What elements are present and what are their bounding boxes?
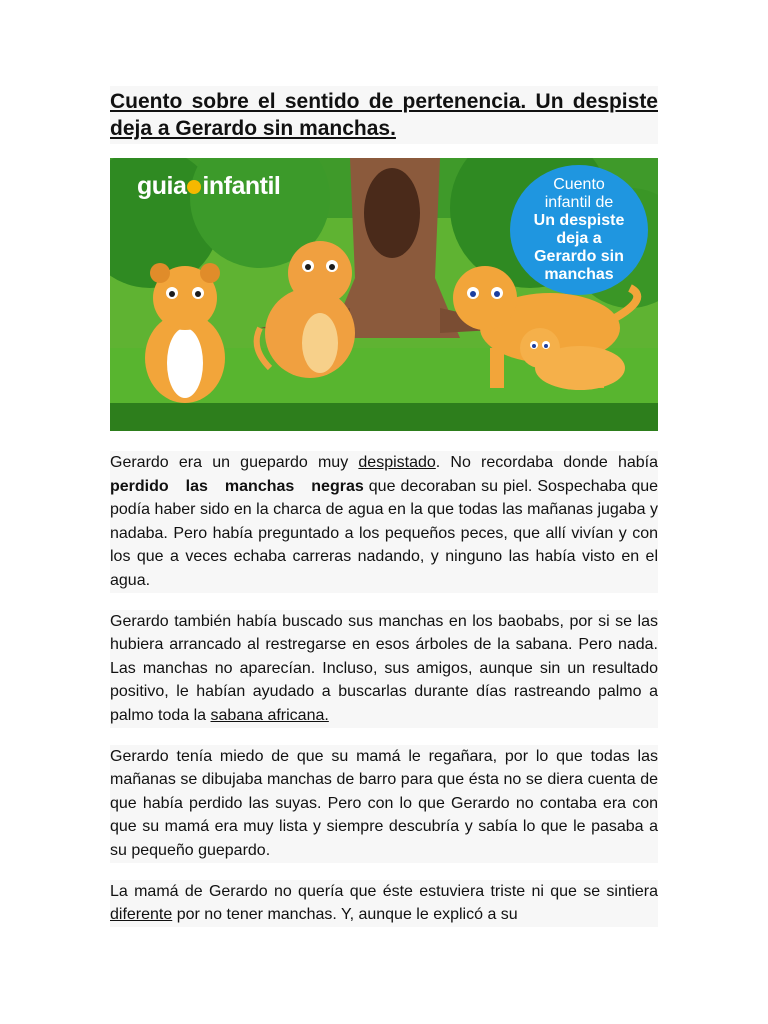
grass-front	[110, 403, 658, 431]
paragraph-3-text: Gerardo tenía miedo de que su mamá le regañara, por lo que todas las mañanas se dibujaba manchas de barro para que ésta no se diera cuenta de que había perdido las suyas. Pero con lo que Gerardo no contaba era con que su mamá era muy lista y siempre descubría y sabía lo que le pasaba a su pequeño guepardo.	[110, 747, 658, 859]
link-sabana-africana[interactable]: sabana africana.	[210, 706, 329, 724]
badge-line-1: Cuento	[553, 176, 605, 193]
badge-line-6: manchas	[544, 266, 614, 283]
cheetah-left-illustration	[145, 263, 225, 403]
paragraph-2-text-a: Gerardo también había buscado sus manchas en los baobabs, por si se las hubiera arrancado al restregarse en esos árboles de la sabana. Pero nada. Las manchas no aparecían. Incluso, sus amigos, aunque sin un resultado positivo, le habían ayudado a buscarlas durante días rastreando palmo a palmo toda la	[110, 612, 658, 724]
paragraph-1-bold: perdido las manchas negras	[110, 477, 364, 495]
guiainfantil-logo	[137, 172, 280, 201]
paragraph-1-text-c: que decoraban su piel. Sospechaba que podía haber sido en la charca de agua en la que todas las mañanas jugaba y nadaba. Pero había preguntado a los pequeños peces, que allí vivían y con los que a veces echaba carreras nadando, y ninguno las había visto en el agua.	[110, 477, 659, 589]
page-title	[110, 86, 658, 144]
badge-line-4: deja a	[556, 230, 602, 247]
document-page	[110, 86, 658, 927]
tree-hollow	[364, 168, 420, 258]
logo-text-right: infantil	[202, 172, 281, 200]
paragraph-4	[110, 880, 658, 927]
paragraph-2	[110, 610, 658, 728]
paragraph-4-text-b: por no tener manchas. Y, aunque le explicó a su	[172, 906, 518, 924]
paragraph-1-text-b: . No recordaba donde había	[435, 454, 658, 471]
story-badge	[510, 165, 648, 295]
link-diferente[interactable]: diferente	[110, 906, 173, 924]
story-illustration	[110, 158, 658, 431]
badge-line-3: Un despiste	[533, 212, 625, 229]
link-despistado[interactable]: despistado	[358, 454, 436, 471]
paragraph-1	[110, 451, 658, 593]
paragraph-1-text-a: Gerardo era un guepardo muy	[110, 454, 359, 471]
title-text[interactable]: Cuento sobre el sentido de pertenencia. Un despiste deja a Gerardo sin manchas.	[110, 90, 658, 140]
paragraph-4-text-a: La mamá de Gerardo no quería que éste estuviera triste ni que se sintiera	[110, 882, 658, 900]
badge-line-5: Gerardo sin	[534, 248, 624, 265]
logo-text-left: guia	[137, 172, 187, 200]
paragraph-3	[110, 745, 658, 863]
logo-dot-icon	[187, 180, 201, 194]
badge-line-2: infantil de	[544, 194, 614, 211]
